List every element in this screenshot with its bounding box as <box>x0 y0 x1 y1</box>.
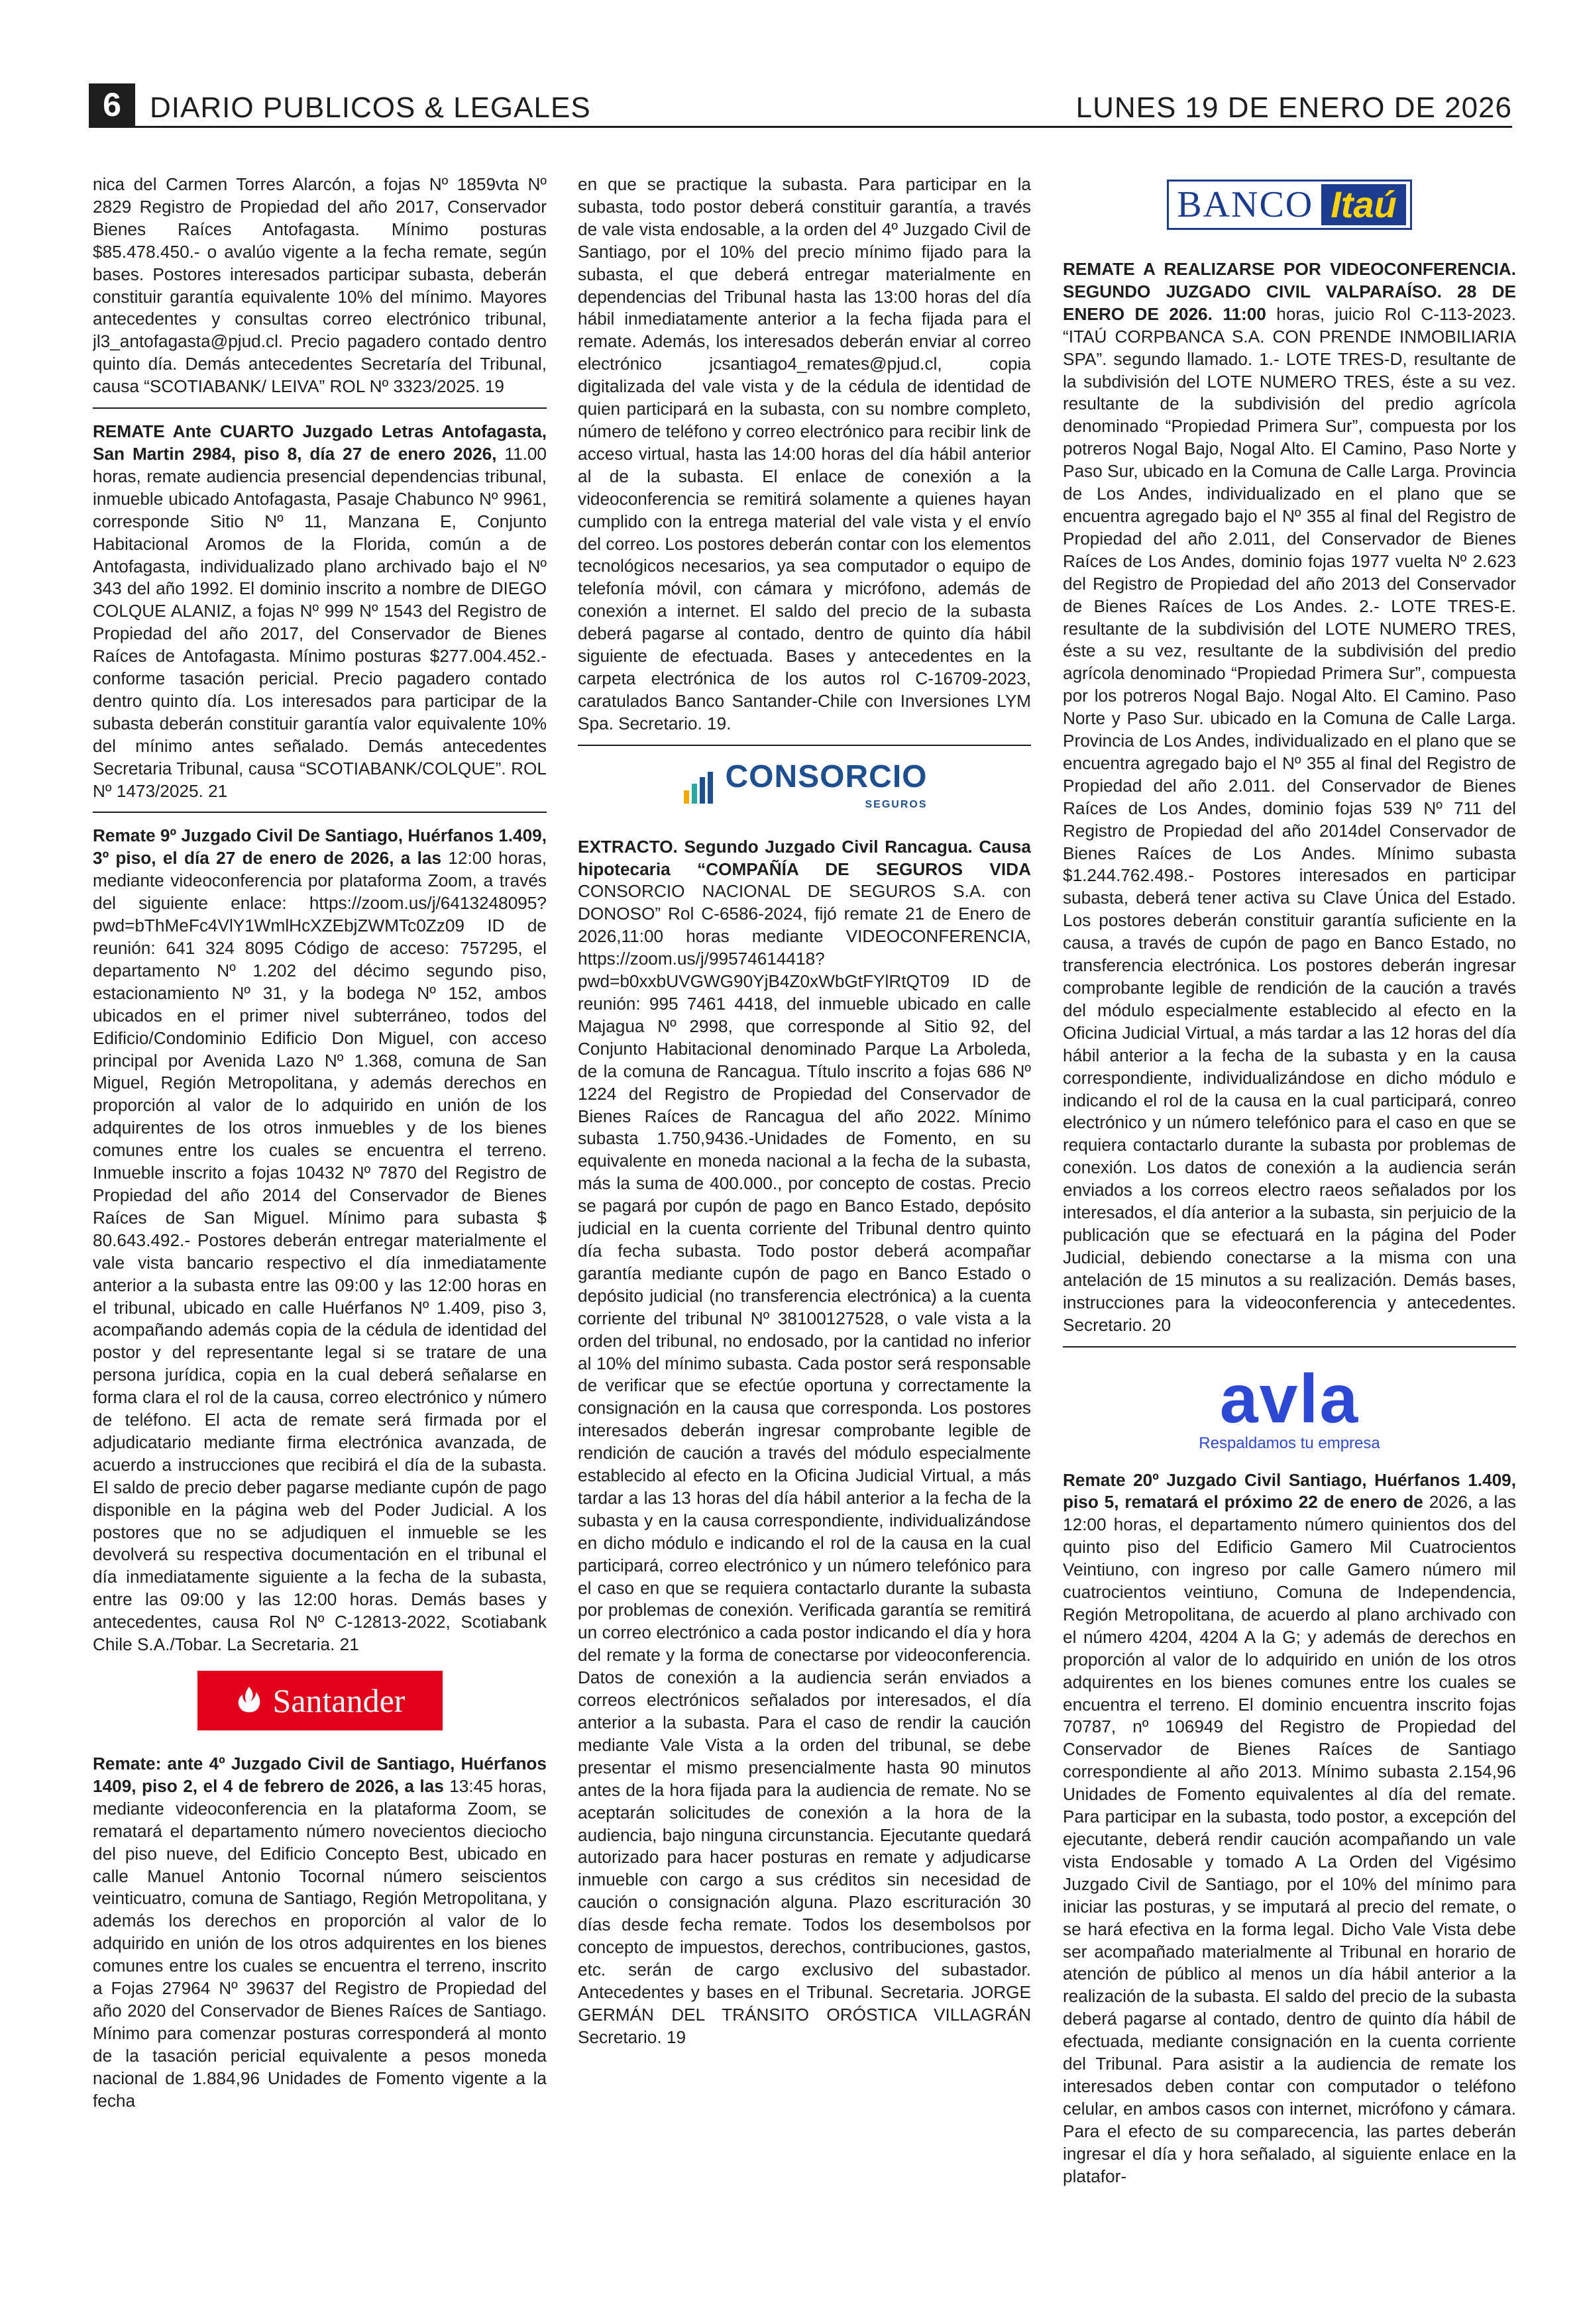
newspaper-name: DIARIO PUBLICOS & LEGALES <box>150 91 591 124</box>
consorcio-wordmark: CONSORCIO <box>725 759 928 794</box>
itau-logo <box>1063 174 1516 236</box>
notice-divider <box>93 812 547 813</box>
notice-scotiabank-tobar: Remate 9º Juzgado Civil De Santiago, Huérfanos 1.409, 3º piso, el día 27 de enero de 2026, a las 12:00 horas, mediante videoconferencia por plataforma Zoom, a través del siguiente enlace: https://zoom.us/j/6413248095?pwd=bThMeFc4VlY1WmlHcXZEbjZWMTc0Zz09 ID de reunión: 641 324 8095 Código de acceso: 757295, el departamento Nº 1.202 del décimo segundo piso, estacionamiento Nº 31, y la bodega Nº 152, ambos ubicados en el primer nivel subterráneo, todos del Edificio/Condominio Edificio Don Miguel, con acceso principal por Avenida Lazo Nº 1.368, comuna de San Miguel, Región Metropolitana, y además derechos en proporción al valor de lo adquirido en unión de los adquirentes de los otros inmuebles y de los bienes comunes entre los cuales se encuentra el terreno. Inmueble inscrito a fojas 10432 Nº 7870 del Registro de Propiedad del año 2014 del Conservador de Bienes Raíces de San Miguel. Mínimo para subasta $ 80.643.492.- Postores deberán entregar materialmente el vale vista bancario respectivo el día inmediatamente anterior a la subasta entre las 09:00 y las 12:00 horas en el tribunal, ubicado en calle Huérfanos Nº 1.409, piso 3, acompañando además copia de la cédula de identidad del postor y del representante legal si se tratare de una persona jurídica, copia en la cual deberá señalarse en forma clara el rol de la causa, correo electrónico y número de teléfono. El acta de remate será firmada por el adjudicatario mediante firma electrónica avanzada, de acuerdo a instrucciones que recibirá el día de la subasta. El saldo de precio deber pagarse mediante cupón de pago disponible en la página web del Poder Judicial. A los postores que no se adjudiquen el inmueble se les devolverá su respectiva documentación en el tribunal el día inmediatamente siguiente a la fecha de la subasta, entre las 09:00 y las 12:00 horas. Demás bases y antecedentes, causa Rol Nº C-12813-2022, Scotiabank Chile S.A./Tobar. La Secretaria. 21 <box>93 825 547 1655</box>
notice-divider <box>93 407 547 409</box>
column-1 <box>93 174 547 2294</box>
notice-divider <box>1063 1346 1516 1347</box>
avla-wordmark: avla <box>1219 1360 1360 1438</box>
avla-tagline: Respaldamos tu empresa <box>1199 1434 1380 1452</box>
santander-flame-icon <box>235 1685 264 1716</box>
santander-wordmark: Santander <box>272 1682 406 1719</box>
notice-heading: REMATE Ante CUARTO Juzgado Letras Antofagasta, San Martin 2984, piso 8, día 27 de enero 2026, <box>93 421 547 464</box>
notice-consorcio-donoso: EXTRACTO. Segundo Juzgado Civil Rancagua. Causa hipotecaria “COMPAÑÍA DE SEGUROS VIDA CONSORCIO NACIONAL DE SEGUROS S.A. con DONOSO” Rol C-6586-2024, fijó remate 21 de Enero de 2026,11:00 horas mediante VIDEOCONFERENCIA, https://zoom.us/j/99574614418?pwd=b0xxbUVGWG90YjB4Z0xWbGtFYlRtQT09 ID de reunión: 995 7461 4418, del inmueble ubicado en calle Majagua Nº 2998, que corresponde al Sitio 92, del Conjunto Habitacional denominado Parque La Arboleda, de la comuna de Rancagua. Título inscrito a fojas 686 Nº 1224 del Registro de Propiedad del Conservador de Bienes Raíces de Rancagua del año 2022. Mínimo subasta 1.750,9436.-Unidades de Fomento, en su equivalente en moneda nacional a la fecha de la subasta, más la suma de 400.000., por concepto de costas. Precio se pagará por cupón de pago en Banco Estado, depósito judicial en la cuenta corriente del Tribunal dentro quinto día fecha subasta. Todo postor deberá acompañar garantía mediante cupón de pago en Banco Estado o depósito judicial (no transferencia electrónica) a la cuenta corriente del tribunal Nº 38100127528, o vale vista a la orden del tribunal, no endosado, por la cantidad no inferior al 10% del mínimo subasta. Cada postor será responsable de verificar que se efectúe oportuna y correctamente la consignación en la causa que corresponda. Los postores interesados deberán ingresar comprobante legible de rendición de caución a través del módulo especialmente establecido al efecto en la Oficina Judicial Virtual, a más tardar a las 13 horas del día hábil anterior a la fecha de la subasta y en la causa correspondiente, individualizándose en dicho módulo e indicando el rol de la causa en la cual participará, correo electrónico y un número telefónico para el caso en que se requiera contactarlo durante la subasta por problemas de conexión. Verificada garantía se remitirá un correo electrónico a cada postor indicando el día y hora del remate y la forma de conectarse por videoconferencia. Datos de conexión a la audiencia serán enviados a correos electrónicos señalados por interesados, el día anterior a la subasta. Para el caso de rendir la caución mediante Vale Vista a la orden del tribunal, se debe presentar el mismo presencialmente hasta 90 minutos antes de la hora fijada para la audiencia de remate. No se aceptarán solicitudes de conexión a la hora de la audiencia, bajo ninguna circunstancia. Ejecutante quedará autorizado para hacer posturas en remate y adjudicarse inmueble con cargo a sus créditos sin necesidad de caución o consignación alguna. Plazo escrituración 30 días desde fecha remate. Todos los desembolsos por concepto de impuestos, derechos, contribuciones, gastos, etc. serán de cargo exclusivo del subastador. Antecedentes y bases en el Tribunal. Secretaria. JORGE GERMÁN DEL TRÁNSITO ORÓSTICA VILLAGRÁN Secretario. 19 <box>578 836 1031 2047</box>
column-2 <box>578 174 1031 2294</box>
notice-heading: REMATE A REALIZARSE POR VIDEOCONFERENCIA. SEGUNDO JUZGADO CIVIL VALPARAÍSO. 28 DE ENERO DE 2026. 11:00 <box>1063 259 1516 324</box>
itau-wordmark: Itaú <box>1321 184 1406 225</box>
notice-heading: Remate 20º Juzgado Civil Santiago, Huérfanos 1.409, piso 5, rematará el próximo 22 de enero de <box>1063 1469 1516 1512</box>
column-3 <box>1063 174 1516 2294</box>
notice-heading: Remate: ante 4º Juzgado Civil de Santiago, Huérfanos 1409, piso 2, el 4 de febrero de 2026, a las <box>93 1754 547 1796</box>
notice-heading: Remate 9º Juzgado Civil De Santiago, Huérfanos 1.409, 3º piso, el día 27 de enero de 2026, a las <box>93 825 547 869</box>
notice-scotiabank-colque: REMATE Ante CUARTO Juzgado Letras Antofagasta, San Martin 2984, piso 8, día 27 de enero 2026, 11.00 horas, remate audiencia presencial dependencias tribunal, inmueble ubicado Antofagasta, Pasaje Chabunco Nº 9961, corresponde Sitio Nº 11, Manzana E, Conjunto Habitacional Aromos de la Florida, común a de Antofagasta, individualizado plano archivado bajo el Nº 343 del año 1992. El dominio inscrito a nombre de DIEGO COLQUE ALANIZ, a fojas Nº 999 Nº 1543 del Registro de Propiedad del año 2017, del Conservador de Bienes Raíces de Antofagasta. Mínimo posturas $277.004.452.- conforme tasación pericial. Precio pagadero contado dentro quinto día. Los interesados para participar de la subasta deberán constituir garantía valor equivalente 10% del mínimo antes señalado. Demás antecedentes Secretaria Tribunal, causa “SCOTIABANK/COLQUE”. ROL Nº 1473/2025. 21 <box>93 421 547 801</box>
consorcio-logo <box>578 758 1031 819</box>
santander-logo <box>197 1671 443 1730</box>
consorcio-subtitle: SEGUROS <box>865 798 928 810</box>
page-number: 6 <box>89 83 135 126</box>
notice-avla-gamero: Remate 20º Juzgado Civil Santiago, Huérfanos 1.409, piso 5, rematará el próximo 22 de enero de 2026, a las 12:00 horas, el departamento número quinientos dos del quinto piso del Edificio Gamero Mil Cuatrocientos Veintiuno, con ingreso por calle Gamero número mil cuatrocientos veintiuno, Comuna de Independencia, Región Metropolitana, de acuerdo al plano archivado con el número 4204, 4204 A la G; y además de derechos en proporción al valor de lo adquirido en unión de los otros adquirentes en los bienes comunes entre los cuales se encuentra el terreno. El dominio encuentra inscrito fojas 70787, nº 106949 del Registro de Propiedad del Conservador de Bienes Raíces de Santiago correspondiente al año 2013. Mínimo subasta 2.154,96 Unidades de Fomento equivalentes al día del remate. Para participar en la subasta, todo postor, a excepción del ejecutante, deberá rendir caución acompañando un vale vista Endosable y tomado A La Orden del Vigésimo Juzgado Civil de Santiago, por el 10% del mínimo para iniciar las posturas, y se imputará al precio del remate, o se hará efectiva en la forma legal. Dicho Vale Vista debe ser acompañado materialmente al Tribunal en horario de atención de público al menos un día hábil anterior a la realización de la subasta. El saldo del precio de la subasta deberá pagarse al contado, dentro de quinto día hábil de efectuada, mediante consignación en la cuenta corriente del Tribunal. Para asistir a la audiencia de remate los interesados deben contar con computador o teléfono celular, en ambos casos con internet, micrófono y cámara. Para el efecto de su comparecencia, las partes deberán ingresar el día y hora señalado, al siguiente enlace en la platafor- <box>1063 1469 1516 2186</box>
notice-itau-prende: REMATE A REALIZARSE POR VIDEOCONFERENCIA. SEGUNDO JUZGADO CIVIL VALPARAÍSO. 28 DE ENERO DE 2026. 11:00 horas, juicio Rol C-113-2023. “ITAÚ CORPBANCA S.A. CON PRENDE INMOBILIARIA SPA”. segundo llamado. 1.- LOTE TRES-D, resultante de la subdivisión del LOTE NUMERO TRES, éste a su vez. resultante de la subdivisión del predio agrícola denominado “Propiedad Primera Sur”, compuesta por los potreros Nogal Bajo, Nogal Alto. El Camino, Paso Norte y Paso Sur, ubicado en la Comuna de Calle Larga. Provincia de Los Andes, individualizado en el plano que se encuentra agregado bajo el Nº 355 al final del Registro de Propiedad del año 2.011, del Conservador de Bienes Raíces de Los Andes, dominio fojas 1977 vuelta Nº 2.623 del Registro de Propiedad del año 2013 del Conservador de Bienes Raíces de Los Andes. 2.- LOTE TRES-E. resultante de la subdivisión del LOTE NUMERO TRES, éste a su vez, resultante de la subdivisión del predio agrícola denominado “Propiedad Primera Sur”, compuesta por los potreros Nogal Bajo. Nogal Alto. El Camino. Paso Norte y Paso Sur. ubicado en la Comuna de Calle Larga. Provincia de Los Andes, individualizado en el plano que se encuentra agregado bajo el Nº 355 al final del Registro de Propiedad del año 2.011. del Conservador de Bienes Raíces de Los Andes, dominio fojas 539 Nº 711 del Registro de Propiedad del año 2014del Conservador de Bienes Raíces de Los Andes. Mínimo subasta $1.244.762.498.- Postores interesados en participar subasta, deberá tener activa su Clave Única del Estado. Los postores deberán constituir garantía suficiente en la causa, a través de cupón de pago en Banco Estado, no transferencia electrónica. Los postores deberán ingresar comprobante legible de rendición de la caución a través del módulo especialmente establecido al efecto en la Oficina Judicial Virtual, a más tardar a las 12 horas del día hábil anterior a la fecha de la subasta y en la causa correspondiente, individualizándose en dicho módulo e indicando el rol de la causa en la cual participará, conreo electrónico y un número telefónico para el caso en que se requiera contactarlo durante la subasta por problemas de conexión. Los datos de conexión a la audiencia serán enviados a los correos electro raeos señalados por los interesados, el día anterior a la subasta, sin perjuicio de la publicación que se efectuará en la página del Poder Judicial, debiendo conectarse a la misma con una antelación de 15 minutos a su realización. Demás bases, instrucciones para la videoconferencia y antecedentes. Secretario. 20 <box>1063 259 1516 1335</box>
banco-wordmark: BANCO <box>1177 184 1314 225</box>
consorcio-emblem-icon <box>681 772 718 805</box>
notice-santander-lym: Remate: ante 4º Juzgado Civil de Santiago, Huérfanos 1409, piso 2, el 4 de febrero de 2026, a las 13:45 horas, mediante videoconferencia en la plataforma Zoom, se rematará el departamento número novecientos dieciocho del piso nueve, del Edificio Concepto Best, ubicado en calle Manuel Antonio Tocornal número seiscientos veinticuatro, comuna de Santiago, Región Metropolitana, y además los derechos en proporción al valor de lo adquirido en unión de los otros adquirentes en los bienes comunes entre los cuales se encuentra el terreno, inscrito a Fojas 27964 Nº 39637 del Registro de Propiedad del año 2020 del Conservador de Bienes Raíces de Santiago. Mínimo para comenzar posturas corresponderá al monto de la tasación pericial equivalente a pesos moneda nacional de 1.884,96 Unidades de Fomento vigente a la fecha <box>93 1754 547 2111</box>
notice-divider <box>578 745 1031 746</box>
avla-logo <box>1063 1359 1516 1459</box>
issue-date: LUNES 19 DE ENERO DE 2026 <box>1075 91 1512 124</box>
notice-heading: EXTRACTO. Segundo Juzgado Civil Rancagua. Causa hipotecaria “COMPAÑÍA DE SEGUROS VIDA <box>578 836 1031 879</box>
page-header <box>89 81 1512 128</box>
notice-scotiabank-leiva: nica del Carmen Torres Alarcón, a fojas Nº 1859vta Nº 2829 Registro de Propiedad del año 2017, Conservador Bienes Raíces Antofagasta. Mínimo posturas $85.478.450.- o avalúo vigente a la fecha remate, según bases. Postores interesados participar subasta, deberán constituir garantía equivalente 10% del mínimo. Mayores antecedentes y consultas correo electrónico tribunal, jl3_antofagasta@pjud.cl. Precio pagadero contado dentro quinto día. Demás antecedentes Secretaría del Tribunal, causa “SCOTIABANK/ LEIVA” ROL Nº 3323/2025. 19 <box>93 174 547 397</box>
notice-santander-lym-continued: en que se practique la subasta. Para participar en la subasta, todo postor deberá constituir garantía, a través de vale vista endosable, a la orden del 4º Juzgado Civil de Santiago, por el 10% del precio mínimo fijado para la subasta, el que deberá entregar materialmente en dependencias del Tribunal hasta las 13:00 horas del día hábil inmediatamente anterior a la fecha fijada para el remate. Además, los interesados deberán enviar al correo electrónico jcsantiago4_remates@pjud.cl, copia digitalizada del vale vista y de la cédula de identidad de quien participará en la subasta, con su nombre completo, número de teléfono y correo electrónico para recibir link de acceso virtual, hasta las 14:00 horas del día hábil anterior al de la subasta. El enlace de conexión a la videoconferencia se remitirá solamente a quienes hayan cumplido con la entrega material del vale vista y el envío del correo. Los postores deberán contar con los elementos tecnológicos necesarios, ya sea computador o equipo de telefonía móvil, con cámara y micrófono, además de conexión a internet. El saldo del precio de la subasta deberá pagarse al contado, dentro de quinto día hábil siguiente de efectuada. Bases y antecedentes en la carpeta electrónica de los autos rol C-16709-2023, caratulados Banco Santander-Chile con Inversiones LYM Spa. Secretario. 19. <box>578 174 1031 733</box>
